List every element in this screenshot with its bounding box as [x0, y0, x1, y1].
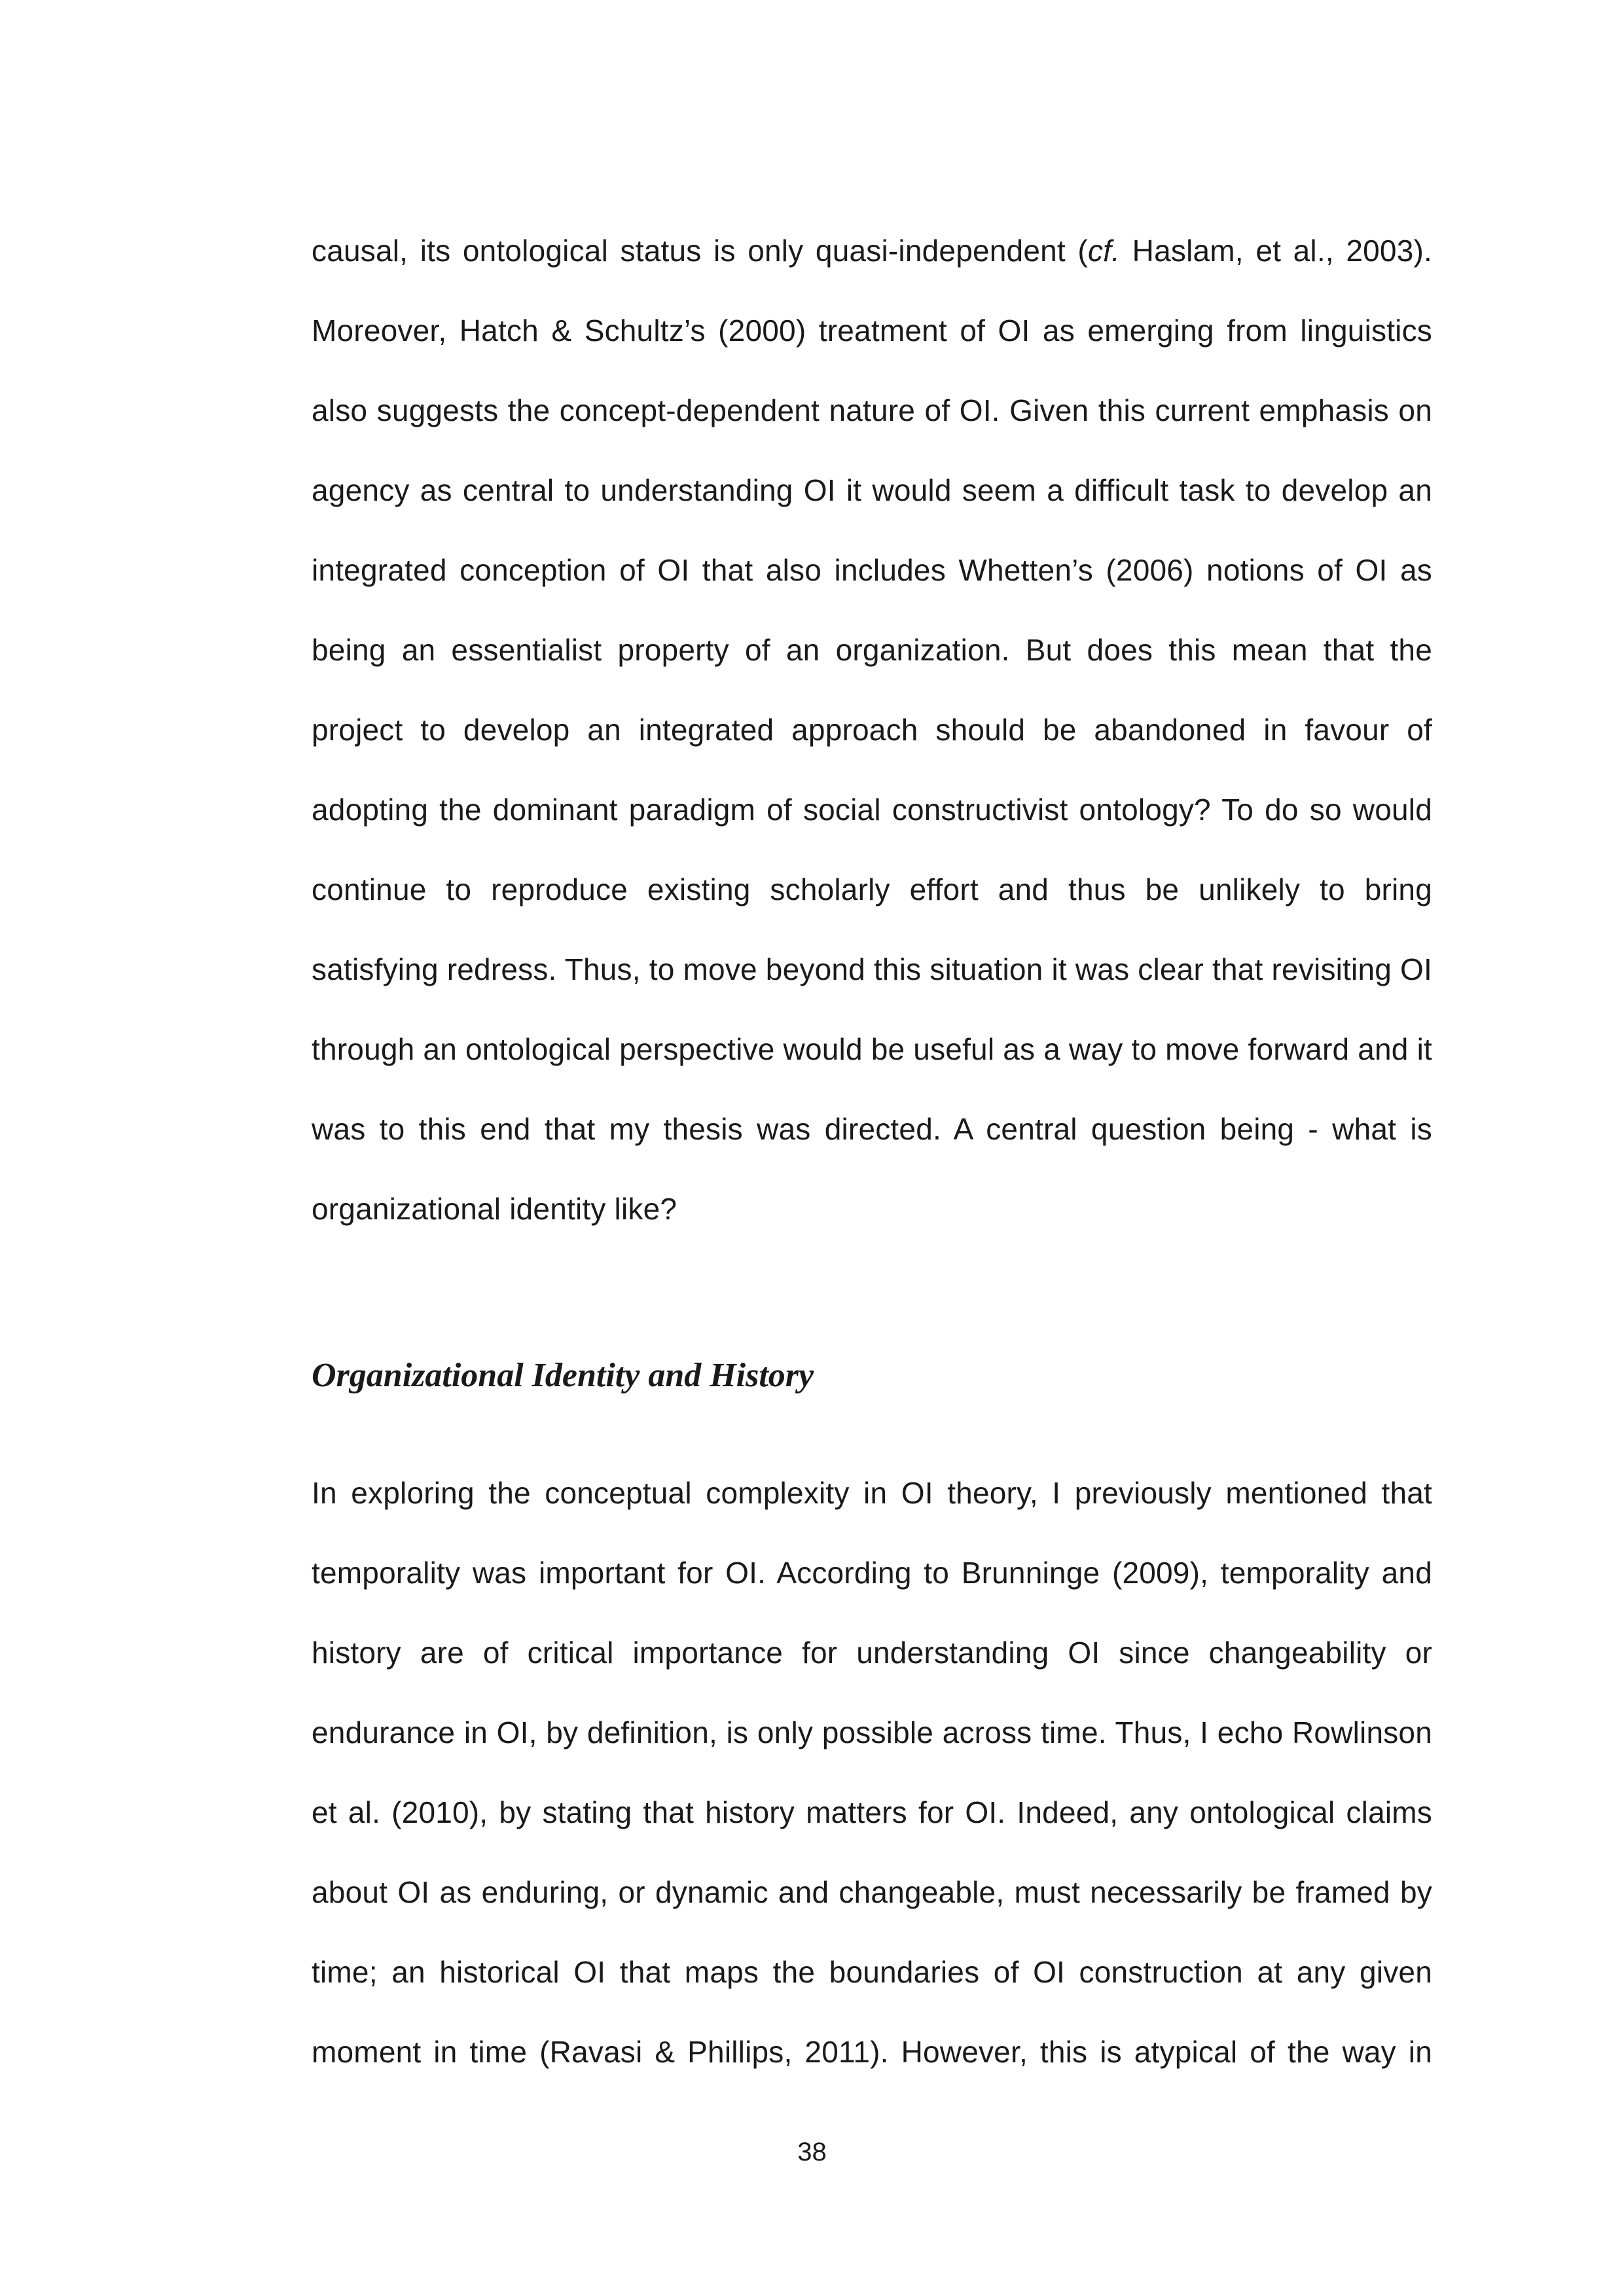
paragraph-line: Moreover, Hatch & Schultz’s (2000) treatment of OI as emerging from linguistics [312, 314, 1432, 348]
paragraph-line: integrated conception of OI that also includes Whetten’s (2006) notions of OI as [312, 553, 1432, 587]
paragraph-line: project to develop an integrated approach should be abandoned in favour of [312, 713, 1432, 747]
section-heading: Organizational Identity and History [312, 1357, 814, 1394]
paragraph-line: also suggests the concept-dependent nature of OI. Given this current emphasis on [312, 393, 1432, 427]
paragraph-line: was to this end that my thesis was directed. A central question being - what is [312, 1112, 1432, 1146]
paragraph-line: et al. (2010), by stating that history matters for OI. Indeed, any ontological claims [312, 1795, 1432, 1829]
page-number: 38 [797, 2138, 827, 2166]
paragraph-line: endurance in OI, by definition, is only possible across time. Thus, I echo Rowlinson [312, 1715, 1432, 1749]
paragraph-line: history are of critical importance for understanding OI since changeability or [312, 1636, 1432, 1670]
paragraph-line: being an essentialist property of an organization. But does this mean that the [312, 633, 1432, 667]
paragraph-line: In exploring the conceptual complexity in OI theory, I previously mentioned that [312, 1476, 1432, 1510]
paragraph-1 [312, 211, 1432, 1249]
paragraph-line: time; an historical OI that maps the boundaries of OI construction at any given [312, 1955, 1432, 1989]
paragraph-line: about OI as enduring, or dynamic and changeable, must necessarily be framed by [312, 1875, 1432, 1909]
paragraph-line: continue to reproduce existing scholarly effort and thus be unlikely to bring [312, 872, 1432, 906]
paragraph-line: adopting the dominant paradigm of social constructivist ontology? To do so would [312, 793, 1432, 827]
paragraph-line: moment in time (Ravasi & Phillips, 2011). However, this is atypical of the way in [312, 2035, 1432, 2069]
paragraph-line: temporality was important for OI. According to Brunninge (2009), temporality and [312, 1556, 1432, 1590]
paragraph-2 [312, 1453, 1432, 2092]
paragraph-line: agency as central to understanding OI it would seem a difficult task to develop an [312, 473, 1432, 507]
paragraph-line: organizational identity like? [312, 1192, 677, 1226]
paragraph-line: satisfying redress. Thus, to move beyond this situation it was clear that revisiting OI [312, 952, 1432, 986]
paragraph-line: through an ontological perspective would be useful as a way to move forward and it [312, 1032, 1432, 1066]
paragraph-line: causal, its ontological status is only quasi-independent (cf. Haslam, et al., 2003). [312, 234, 1432, 268]
